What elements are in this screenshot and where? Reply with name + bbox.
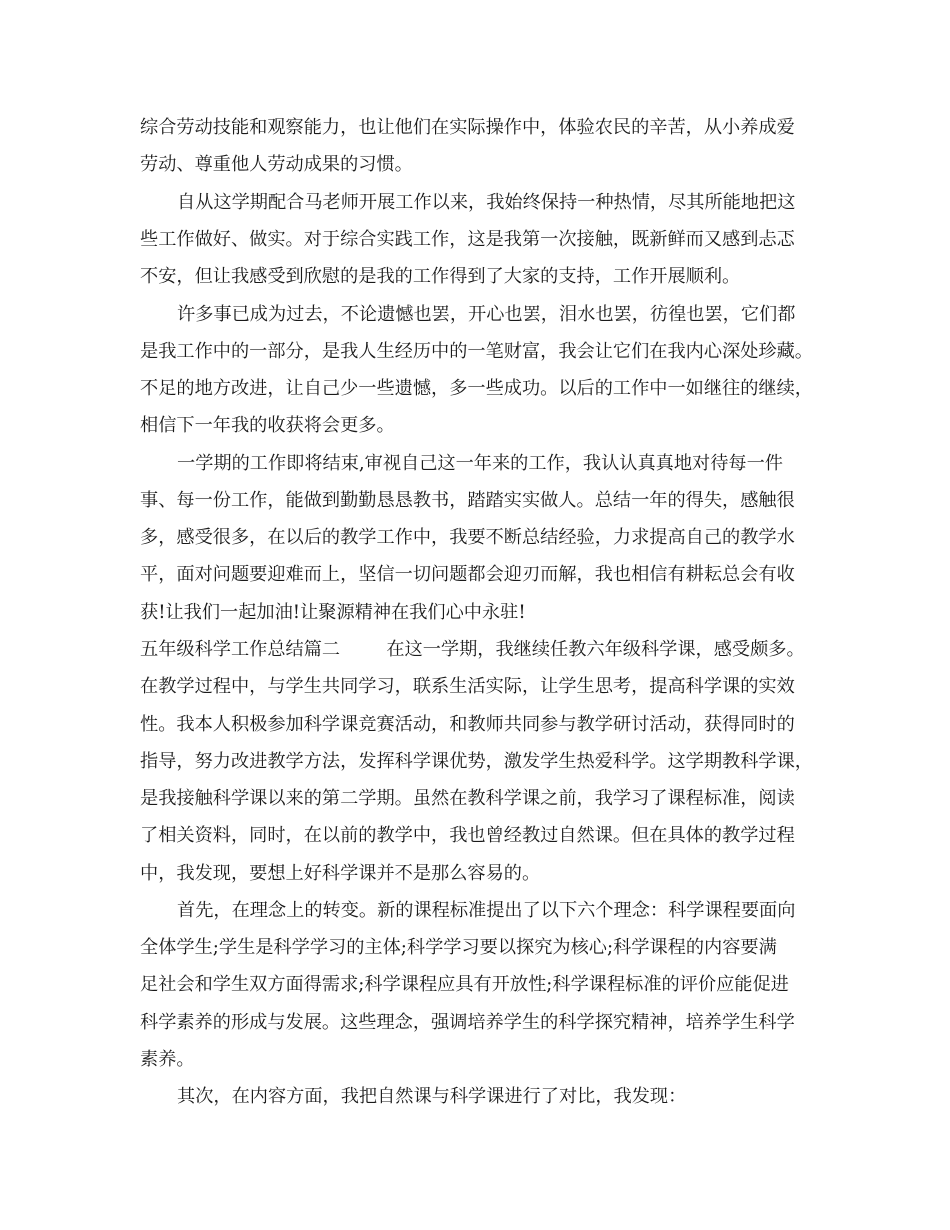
text-line: 不安，但让我感受到欣慰的是我的工作得到了大家的支持，工作开展顺利。	[140, 266, 741, 287]
text-line: 多，感受很多，在以后的教学工作中，我要不断总结经验，力求提高自己的教学水	[140, 527, 795, 548]
text-line: 首先，在理念上的转变。新的课程标准提出了以下六个理念：科学课程要面向	[177, 900, 796, 921]
text-line: 素养。	[140, 1049, 195, 1070]
text-line: 获!让我们一起加油!让聚源精神在我们心中永驻!	[140, 602, 526, 623]
text-line: 些工作做好、做实。对于综合实践工作，这是我第一次接触，既新鲜而又感到忐忑	[140, 229, 795, 250]
text-line: 是我接触科学课以来的第二学期。虽然在教科学课之前，我学习了课程标准，阅读	[140, 788, 795, 809]
text-line: 科学素养的形成与发展。这些理念，强调培养学生的科学探究精神，培养学生科学	[140, 1012, 795, 1033]
text-line: 相信下一年我的收获将会更多。	[140, 415, 395, 436]
text-line: 许多事已成为过去，不论遗憾也罢，开心也罢，泪水也罢，彷徨也罢，它们都	[177, 304, 796, 325]
text-line: 性。我本人积极参加科学课竞赛活动，和教师共同参与教学研讨活动，获得同时的	[140, 714, 795, 735]
text-line: 不足的地方改进，让自己少一些遗憾，多一些成功。以后的工作中一如继往的继续，	[140, 378, 813, 399]
text-line: 了相关资料，同时，在以前的教学中，我也曾经教过自然课。但在具体的教学过程	[140, 825, 795, 846]
section-heading-line: 五年级科学工作总结篇二 在这一学期，我继续任教六年级科学课，感受颇多。	[140, 639, 805, 660]
text-line: 一学期的工作即将结束,审视自己这一年来的工作，我认认真真地对待每一件	[177, 453, 783, 474]
text-line: 其次，在内容方面，我把自然课与科学课进行了对比，我发现：	[177, 1086, 687, 1107]
text-line: 足社会和学生双方面得需求;科学课程应具有开放性;科学课程标准的评价应能促进	[140, 974, 789, 995]
text-line: 全体学生;学生是科学学习的主体;科学学习要以探究为核心;科学课程的内容要满	[140, 937, 777, 958]
text-line: 自从这学期配合马老师开展工作以来，我始终保持一种热情，尽其所能地把这	[177, 192, 796, 213]
text-line: 劳动、尊重他人劳动成果的习惯。	[140, 154, 413, 175]
text-line: 在教学过程中，与学生共同学习，联系生活实际，让学生思考，提高科学课的实效	[140, 676, 795, 697]
text-line: 指导，努力改进教学方法，发挥科学课优势，激发学生热爱科学。这学期教科学课，	[140, 751, 813, 772]
text-line: 中，我发现，要想上好科学课并不是那么容易的。	[140, 863, 541, 884]
text-line: 平，面对问题要迎难而上，坚信一切问题都会迎刃而解，我也相信有耕耘总会有收	[140, 564, 795, 585]
text-line: 是我工作中的一部分，是我人生经历中的一笔财富，我会让它们在我内心深处珍藏。	[140, 341, 813, 362]
text-line: 事、每一份工作，能做到勤勤恳恳教书，踏踏实实做人。总结一年的得失，感触很	[140, 490, 795, 511]
text-line: 综合劳动技能和观察能力，也让他们在实际操作中，体验农民的辛苦，从小养成爱	[140, 117, 795, 138]
